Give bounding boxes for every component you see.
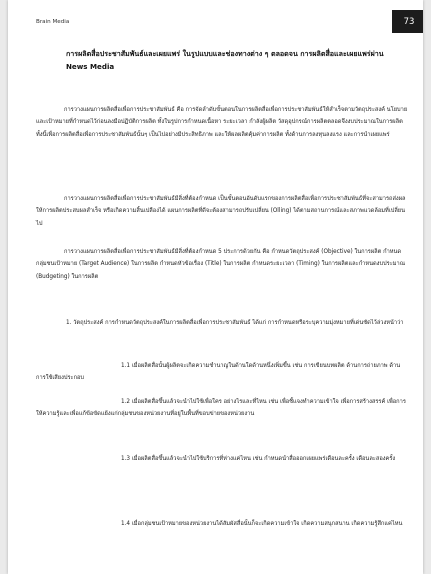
document-page <box>8 0 423 574</box>
sub-item-1-3: 1.3 เมื่อผลิตสื่อขึ้นแล้วจะนำไปใช้บริการที่ห่างแค่ไหน เช่น กำหนดนำสื่อออกเผยแพร่เดือนละครั้ง เดือนละสองครั้ง <box>121 455 396 462</box>
paragraph-planning-first-step: การวางแผนการผลิตสื่อเพื่อการประชาสัมพันธ์มีสิ่งที่ต้องกำหนด เป็นขั้นตอนอันดับแรกของการผลิตสื่อเพื่อการประชาสัมพันธ์ที่จะสามารถส่งผลให้การผลิตประสบผลสำเร็จ หรือเกิดความสิ้นเปลืองได้ แผนการผลิตที่ดีจะต้องสามารถปรับเปลี่ยน (Olling) ได้ตามสถานการณ์และสภาพแวดล้อมที่เปลี่ยนไป <box>36 195 406 227</box>
paragraph-planning-definition: การวางแผนการผลิตสื่อเพื่อการประชาสัมพันธ์ คือ การจัดลำดับขั้นตอนในการผลิตสื่อเพื่อการประชาสัมพันธ์ให้สำเร็จตามวัตถุประสงค์ นโยบายและเป้าหมายที่กำหนดไว้ก่อนลงมือปฏิบัติการผลิต ทั้งในรูปการกำหนดเนื้อหา ระยะเวลา กำลังผู้ผลิต วัสดุอุปกรณ์การผลิตตลอดจึงงบประมาณในการผลิต ทั้งนี้เพื่อการผลิตสื่อเพื่อการประชาสัมพันธ์นั้นๆ เป็นไปอย่างมีประสิทธิภาพ และให้ผลผลิตคุ้มค่าการผลิต ทั้งด้านการลงทุนลงแรง และการนำเผยแพร่ <box>36 106 408 138</box>
sub-item-1-2: 1.2 เมื่อผลิตสื่อขึ้นแล้วจะนำไปใช้เพื่อใคร อย่างไรและที่ไหน เช่น เพื่อชี้แจงทำความเข้าใจ เพื่อการสร้างสรรค์ เพื่อการให้ความรู้และเพื่อแก้ข้อขัดแย้งแก่กลุ่มชนของหน่วยงานที่อยู่ในพื้นที่ขอบข่ายของหน่วยงาน <box>36 398 406 418</box>
list-item-objective: 1. วัตถุประสงค์ การกำหนดวัตถุประสงค์ในการผลิตสื่อเพื่อการประชาสัมพันธ์ ได้แก่ การกำหนดหรือระบุความมุ่งหมายที่เด่นชัดไว้ล่วงหน้าว่า <box>66 319 404 326</box>
page-number: 73 <box>392 10 423 33</box>
running-header: Brain Media <box>36 19 70 25</box>
section-title: การผลิตสื่อประชาสัมพันธ์และเผยแพร่ ในรูปแบบและช่องทางต่าง ๆ ตลอดจน การผลิตสื่อและเผยแพร่ผ่าน News Media <box>66 49 384 71</box>
paragraph-five-elements: การวางแผนการผลิตสื่อเพื่อการประชาสัมพันธ์มีสิ่งที่ต้องกำหนด 5 ประการด้วยกัน คือ กำหนดวัตถุประสงค์ (Objective) ในการผลิต กำหนดกลุ่มชนเป้าหมาย (Target Audience) ในการผลิต กำหนดหัวข้อเรื่อง (Title) ในการผลิต กำหนดระยะเวลา (Timing) ในการผลิตและกำหนดงบประมาณ (Budgeting) ในการผลิต <box>36 248 405 280</box>
sub-item-1-4: 1.4 เมื่อกลุ่มชนเป้าหมายของหน่วยงานได้สัมผัสสื่อนั้นก็จะเกิดความเข้าใจ เกิดความสนุกสนาน เกิดความรู้สึกแค่ไหน <box>121 520 403 527</box>
sub-item-1-1: 1.1 เมื่อผลิตสื่อนั้นผู้ผลิตจะเกิดความชำนาญในด้านใดด้านหนึ่งเพิ่มขึ้น เช่น การเขียนบทผลิต ด้านการถ่ายภาพ ด้านการใช้เสียงประกอบ <box>36 362 401 382</box>
